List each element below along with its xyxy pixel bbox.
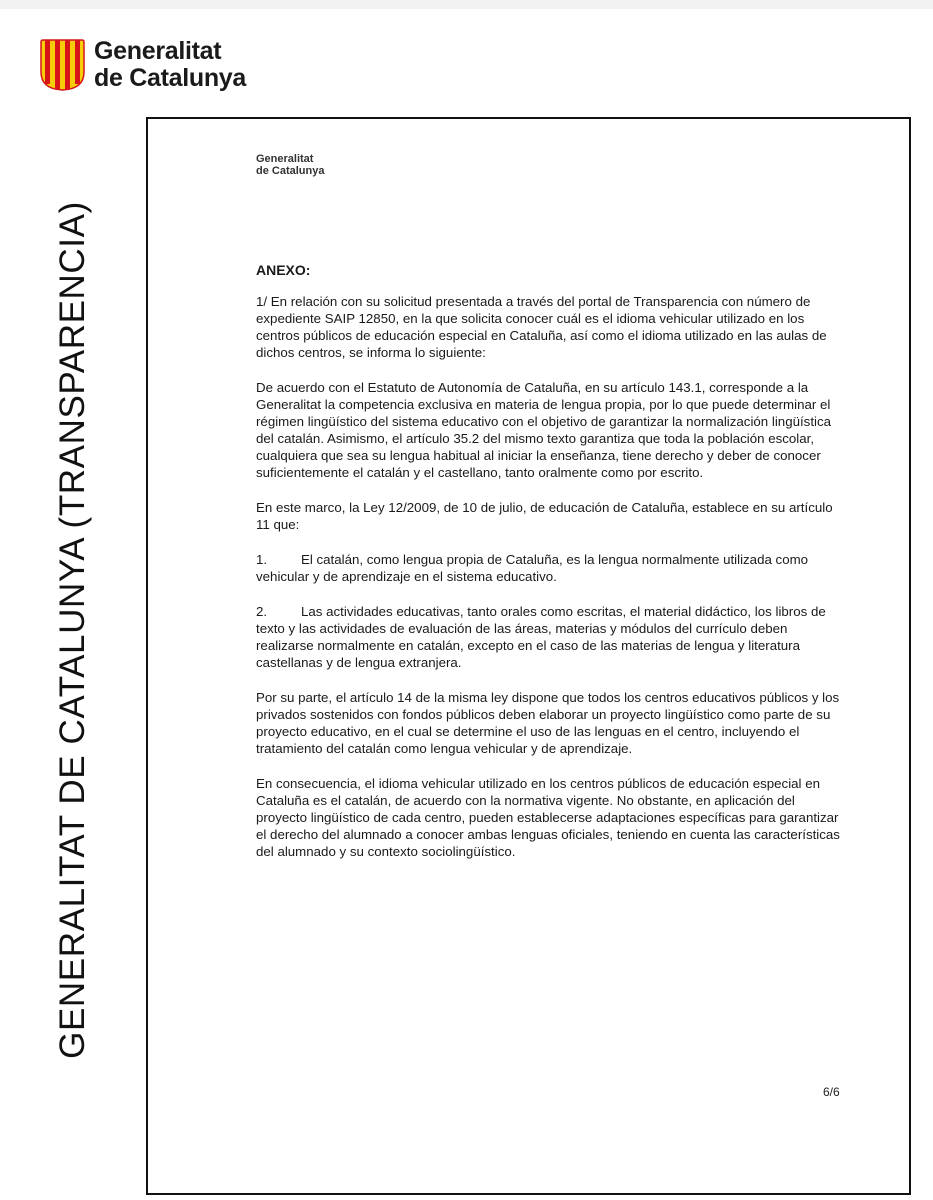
senyera-emblem-icon [40,39,85,91]
list-item [256,603,840,671]
paragraph: En este marco, la Ley 12/2009, de 10 de julio, de educación de Cataluña, establece en su artículo 11 que: [256,500,833,532]
logo-wordmark [94,38,246,92]
document-logo-line1: Generalitat [256,153,314,165]
paragraph: En consecuencia, el idioma vehicular utilizado en los centros públicos de educación especial en Cataluña es el catalán, de acuerdo con la normativa vigente. No obstante, en aplicación del proyecto lingüístico de cada centro, pueden establecerse adaptaciones específicas para garantizar el derecho del alumnado a conocer ambas lenguas oficiales, teniendo en cuenta las características del alumnado y su contexto sociolingüístico. [256,776,840,859]
page-number: 6/6 [823,1085,840,1099]
document-body [256,262,840,878]
list-item-text: El catalán, como lengua propia de Cataluña, es la lengua normalmente utilizada como vehicular y de aprendizaje en el sistema educativo. [256,552,809,584]
document-heading: ANEXO: [256,262,311,278]
document-page [146,117,911,1195]
side-caption: GENERALITAT DE CATALUNYA (TRANSPARENCIA) [53,201,92,1059]
paragraph: 1/ En relación con su solicitud presentada a través del portal de Transparencia con número de expediente SAIP 12850, en la que solicita conocer cuál es el idioma vehicular utilizado en los centros públicos de educación especial en Cataluña, así como el idioma utilizado en las aulas de dichos centros, se informa lo siguiente: [256,294,827,360]
logo-line2: de Catalunya [94,64,247,92]
generalitat-logo [40,38,246,92]
list-item-number: 1. [256,552,268,567]
paragraph: Por su parte, el artículo 14 de la misma ley dispone que todos los centros educativos públicos y los privados sostenidos con fondos públicos deben elaborar un proyecto lingüístico como parte de su proyecto educativo, en el cual se determine el uso de las lenguas en el centro, incluyendo el tratamiento del catalán como lengua vehicular y de aprendizaje. [256,690,840,756]
logo-line1: Generalitat [94,37,222,65]
list-item [256,551,840,585]
list-item-number: 2. [256,604,268,619]
document-logo [256,153,324,177]
document-logo-line2: de Catalunya [256,165,325,177]
paragraph: De acuerdo con el Estatuto de Autonomía de Cataluña, en su artículo 143.1, corresponde a la Generalitat la competencia exclusiva en materia de lengua propia, por lo que puede determinar el régimen lingüístico del sistema educativo con el objetivo de garantizar la normalización lingüística del catalán. Asimismo, el artículo 35.2 del mismo texto garantiza que toda la población escolar, cualquiera que sea su lengua habitual al iniciar la enseñanza, tiene derecho y deber de conocer suficientemente el catalán y el castellano, tanto oralmente como por escrito. [256,380,832,480]
top-bar [0,0,933,9]
list-item-text: Las actividades educativas, tanto orales como escritas, el material didáctico, los libros de texto y las actividades de evaluación de las áreas, materias y módulos del currículo deben realizarse normalmente en catalán, excepto en el caso de las materias de lengua y literatura castellanas y de lengua extranjera. [256,604,826,670]
